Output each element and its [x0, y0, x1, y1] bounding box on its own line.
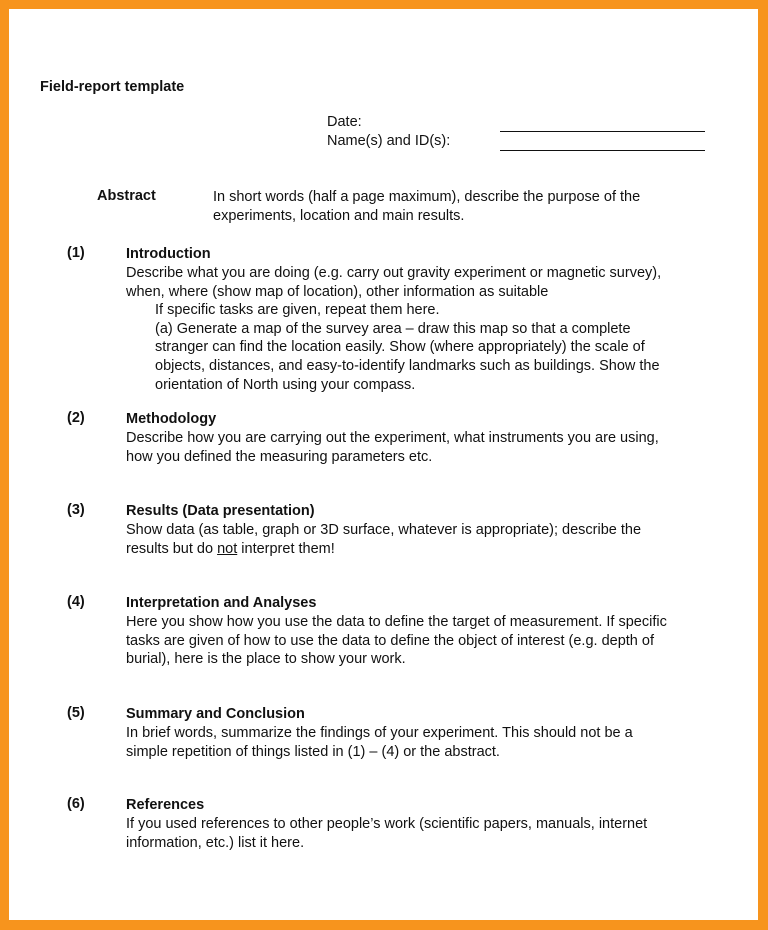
section-heading: References [126, 797, 205, 813]
section-interpretation [126, 594, 736, 669]
date-label: Date: [327, 114, 362, 130]
abstract-text [213, 188, 713, 226]
body-line [126, 540, 736, 559]
section-number: (4) [67, 594, 85, 610]
section-number: (1) [67, 245, 85, 261]
abstract-line: In short words (half a page maximum), describe the purpose of the [213, 189, 641, 205]
section-introduction [126, 245, 736, 394]
body-line: If you used references to other people’s work (scientific papers, manuals, internet [126, 816, 648, 832]
section-body [126, 429, 736, 466]
abstract-label: Abstract [97, 188, 156, 204]
names-blank-line [500, 150, 705, 151]
section-body [126, 815, 736, 852]
document-page [9, 9, 758, 920]
date-blank-line [500, 131, 705, 132]
body-line: when, where (show map of location), other information as suitable [126, 283, 549, 300]
body-text: results but do [126, 540, 218, 557]
body-line: how you defined the measuring parameters etc. [126, 448, 433, 465]
body-line: tasks are given of how to use the data to define the object of interest (e.g. depth of [126, 632, 654, 649]
section-heading: Results (Data presentation) [126, 503, 315, 519]
body-line: burial), here is the place to show your work. [126, 651, 406, 668]
section-body [126, 264, 736, 394]
section-methodology [126, 410, 736, 466]
section-references [126, 796, 736, 852]
body-line: Describe what you are doing (e.g. carry out gravity experiment or magnetic survey), [126, 265, 662, 281]
section-number: (3) [67, 502, 85, 518]
section-number: (2) [67, 410, 85, 426]
body-text: interpret them! [237, 540, 335, 557]
section-body [126, 613, 736, 669]
body-line: objects, distances, and easy-to-identify landmarks such as buildings. Show the [155, 357, 660, 374]
body-line: Show data (as table, graph or 3D surface, whatever is appropriate); describe the [126, 522, 642, 538]
names-label: Name(s) and ID(s): [327, 133, 451, 149]
body-line: simple repetition of things listed in (1) – (4) or the abstract. [126, 743, 500, 760]
body-line: If specific tasks are given, repeat them here. [155, 302, 440, 319]
section-body [126, 724, 736, 761]
document-title: Field-report template [40, 79, 185, 95]
section-heading: Introduction [126, 246, 211, 262]
section-heading: Interpretation and Analyses [126, 595, 317, 611]
body-line: (a) Generate a map of the survey area – draw this map so that a complete [155, 320, 631, 337]
section-body [126, 521, 736, 558]
emphasis-text: not [217, 540, 238, 557]
body-line: information, etc.) list it here. [126, 834, 305, 851]
abstract-line: experiments, location and main results. [213, 208, 465, 224]
body-line: Here you show how you use the data to define the target of measurement. If specific [126, 614, 667, 630]
section-summary [126, 705, 736, 761]
body-line: Describe how you are carrying out the experiment, what instruments you are using, [126, 430, 659, 446]
section-results [126, 502, 736, 558]
section-heading: Methodology [126, 411, 217, 427]
section-heading: Summary and Conclusion [126, 706, 305, 722]
section-number: (5) [67, 705, 85, 721]
body-line: In brief words, summarize the findings of your experiment. This should not be a [126, 725, 633, 741]
body-line: stranger can find the location easily. Show (where appropriately) the scale of [155, 339, 645, 356]
body-line: orientation of North using your compass. [155, 376, 416, 393]
section-number: (6) [67, 796, 85, 812]
